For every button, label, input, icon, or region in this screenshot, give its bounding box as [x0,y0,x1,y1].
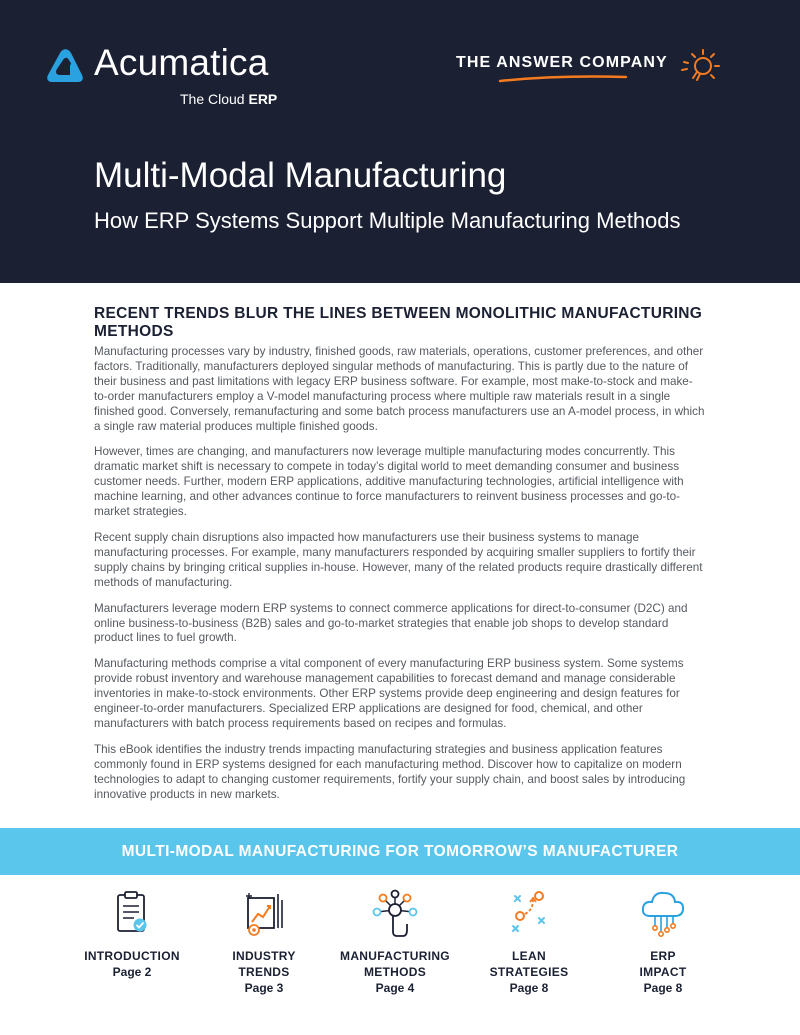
nav-label: INTRODUCTION [84,949,180,963]
paragraph: Manufacturing methods comprise a vital component of every manufacturing ERP business system. Some systems provide robust inventory and warehouse management capabilities to forecast demand and manage considerable inventories in make-to-stock environments. Other ERP systems provide deep engineering and design features for engineer-to-order manufacturers. Specialized ERP applications are designed for food, chemical, and other manufacturers with batch process requirements based on recipes and formulas. [94,657,684,730]
section-banner [0,828,800,875]
acumatica-logo[interactable] [46,42,306,110]
nav-industry-trends[interactable] [199,886,329,996]
trend-chart-gear-icon [238,886,290,942]
brand-name: Acumatica [94,42,269,83]
paragraph: Manufacturers leverage modern ERP systems to connect commerce applications for direct-to-consumer (D2C) and online business-to-business (B2B) sales and go-to-market strategies that enable job shops to develop standard product lines to fuel growth. [94,601,688,645]
section-banner-text: MULTI-MODAL MANUFACTURING FOR TOMORROW’S MANUFACTURER [121,842,679,860]
nav-lean-strategies[interactable] [464,886,594,996]
header-banner [0,0,800,283]
answer-company-slogan [456,44,736,94]
article-body [94,305,706,813]
paragraph: Recent supply chain disruptions also impacted how manufacturers use their business systems to manage manufacturing processes. For example, many manufacturers responded by acquiring smaller suppliers to fortify their supply chains by bringing critical supplies in-house. However, many of the related products require drastically different methods of manufacturing. [94,530,703,589]
nav-page: Page 2 [112,965,152,979]
nav-manufacturing-methods[interactable] [330,886,460,996]
paragraph: Manufacturing processes vary by industry, finished goods, raw materials, operations, customer preferences, and other factors. Traditionally, manufacturers deployed singular methods of manufacturing. This is partly due to the nature of their business and past limitations with legacy ERP business software. For example, most make-to-stock and make-to-order manufacturers employ a V-model manufacturing process where multiple raw materials result in a single finished good. Conversely, remanufacturing and some batch process manufacturers use an A-model process, in which a single raw material produces multiple finished goods. [94,345,705,433]
slogan-text: THE ANSWER COMPANY [456,54,668,71]
acumatica-logo-icon [46,48,84,84]
nav-page: Page 3 [244,981,284,995]
nav-label: LEAN STRATEGIES [489,949,569,979]
page-title: Multi-Modal Manufacturing [94,156,507,195]
section-heading: RECENT TRENDS BLUR THE LINES BETWEEN MONOLITHIC MANUFACTURING METHODS [94,305,703,340]
cloud-circuit-icon [637,886,689,942]
nav-page: Page 4 [375,981,415,995]
nav-label: INDUSTRY TRENDS [232,949,296,979]
slogan-underline [498,74,628,84]
lightbulb-icon [678,44,724,88]
paragraph: This eBook identifies the industry trends impacting manufacturing strategies and business application features commonly found in ERP systems designed for each manufacturing method. Discover how to capitalize on modern technologies to adapt to changing customer requirements, fortify your supply chain, and boost sales by introducing innovative products in new markets. [94,742,686,801]
brand-tagline: The Cloud ERP [180,91,278,107]
nav-erp-impact[interactable] [598,886,728,996]
chapter-navigation [0,880,800,1030]
page-subtitle: How ERP Systems Support Multiple Manufacturing Methods [94,208,681,233]
nav-introduction[interactable] [67,886,197,980]
paragraph: However, times are changing, and manufacturers now leverage multiple manufacturing modes concurrently. This dramatic market shift is necessary to compete in today’s digital world to meet demanding consumer and business customer needs. Further, modern ERP applications, additive manufacturing technologies, artificial intelligence with machine learning, and other advances continue to force manufacturers to reinvent business processes and go-to-market strategies. [94,445,684,519]
nav-page: Page 8 [509,981,549,995]
touch-network-icon [369,886,421,942]
strategy-play-icon [503,886,555,942]
nav-page: Page 8 [643,981,683,995]
nav-label: MANUFACTURING METHODS [340,949,450,979]
clipboard-check-icon [106,886,158,942]
nav-label: ERP IMPACT [639,949,687,979]
